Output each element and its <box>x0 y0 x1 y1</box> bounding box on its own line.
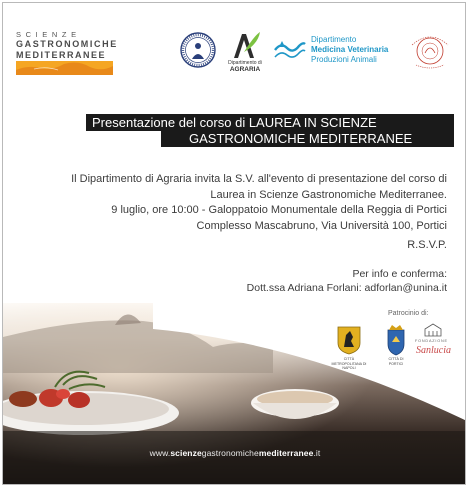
vet-line-2: Medicina Veterinaria <box>311 45 389 54</box>
url-suffix: .it <box>313 448 321 458</box>
vet-line-3: Produzioni Animali <box>311 55 377 64</box>
fondazione-script-label: Sanlucia <box>416 345 451 356</box>
title-line-1: Presentazione del corso di LAUREA IN SCIENZE <box>92 115 377 130</box>
url-prefix: www. <box>149 448 171 458</box>
url-part-mediterranee: mediterranee <box>258 448 314 458</box>
patrocinio-label: Patrocinio di: <box>388 310 429 317</box>
rsvp-label: R.S.V.P. <box>407 239 447 251</box>
invitation-card <box>2 2 466 485</box>
fondazione-label: FONDAZIONE <box>415 339 448 343</box>
agraria-leaf-icon <box>228 30 262 60</box>
website-link[interactable] <box>3 448 466 458</box>
body-line-4: Complesso Mascabruno, Via Università 100, Portici <box>196 219 447 232</box>
citta-metropolitana-label: CITTÀ METROPOLITANA DI NAPOLI <box>331 357 367 370</box>
logo-line-scienze: SCIENZE <box>16 30 81 39</box>
logo-line-mediterranee: MEDITERRANEE <box>16 50 107 60</box>
logo-line-gastronomiche: GASTRONOMICHE <box>16 39 118 49</box>
university-seal-icon <box>180 32 216 73</box>
agraria-logo <box>228 30 262 73</box>
url-part-gastronomiche: gastronomiche <box>201 448 259 458</box>
agraria-large-label: AGRARIA <box>229 66 261 73</box>
citta-portici-label: CITTÀ DI PORTICI <box>388 357 404 366</box>
info-label: Per info e conferma: <box>352 268 447 280</box>
contact-email-link[interactable]: Dott.ssa Adriana Forlani: adforlan@unina.it <box>246 282 447 294</box>
veterinaria-wave-icon <box>273 38 307 67</box>
citta-portici-crest-icon <box>384 324 408 361</box>
body-line-1: Il Dipartimento di Agraria invita la S.V. all'evento di presentazione del corso di <box>71 173 447 185</box>
logo-landscape-icon <box>16 61 113 75</box>
invitation-body <box>27 172 447 234</box>
eccellenze-campane-logo-icon <box>408 31 452 76</box>
title-line-2: GASTRONOMICHE MEDITERRANEE <box>189 131 413 146</box>
vet-line-1: Dipartimento <box>311 35 357 44</box>
citta-metropolitana-crest-icon <box>334 325 364 360</box>
body-line-3: 9 luglio, ore 10:00 - Galoppatoio Monumentale della Reggia di Portici <box>111 204 447 216</box>
veterinaria-department-label <box>311 35 388 65</box>
body-line-2: Laurea in Scienze Gastronomiche Mediterranee. <box>210 188 447 201</box>
url-part-scienze: scienze <box>170 448 202 458</box>
agraria-small-label: Dipartimento di <box>228 60 262 66</box>
